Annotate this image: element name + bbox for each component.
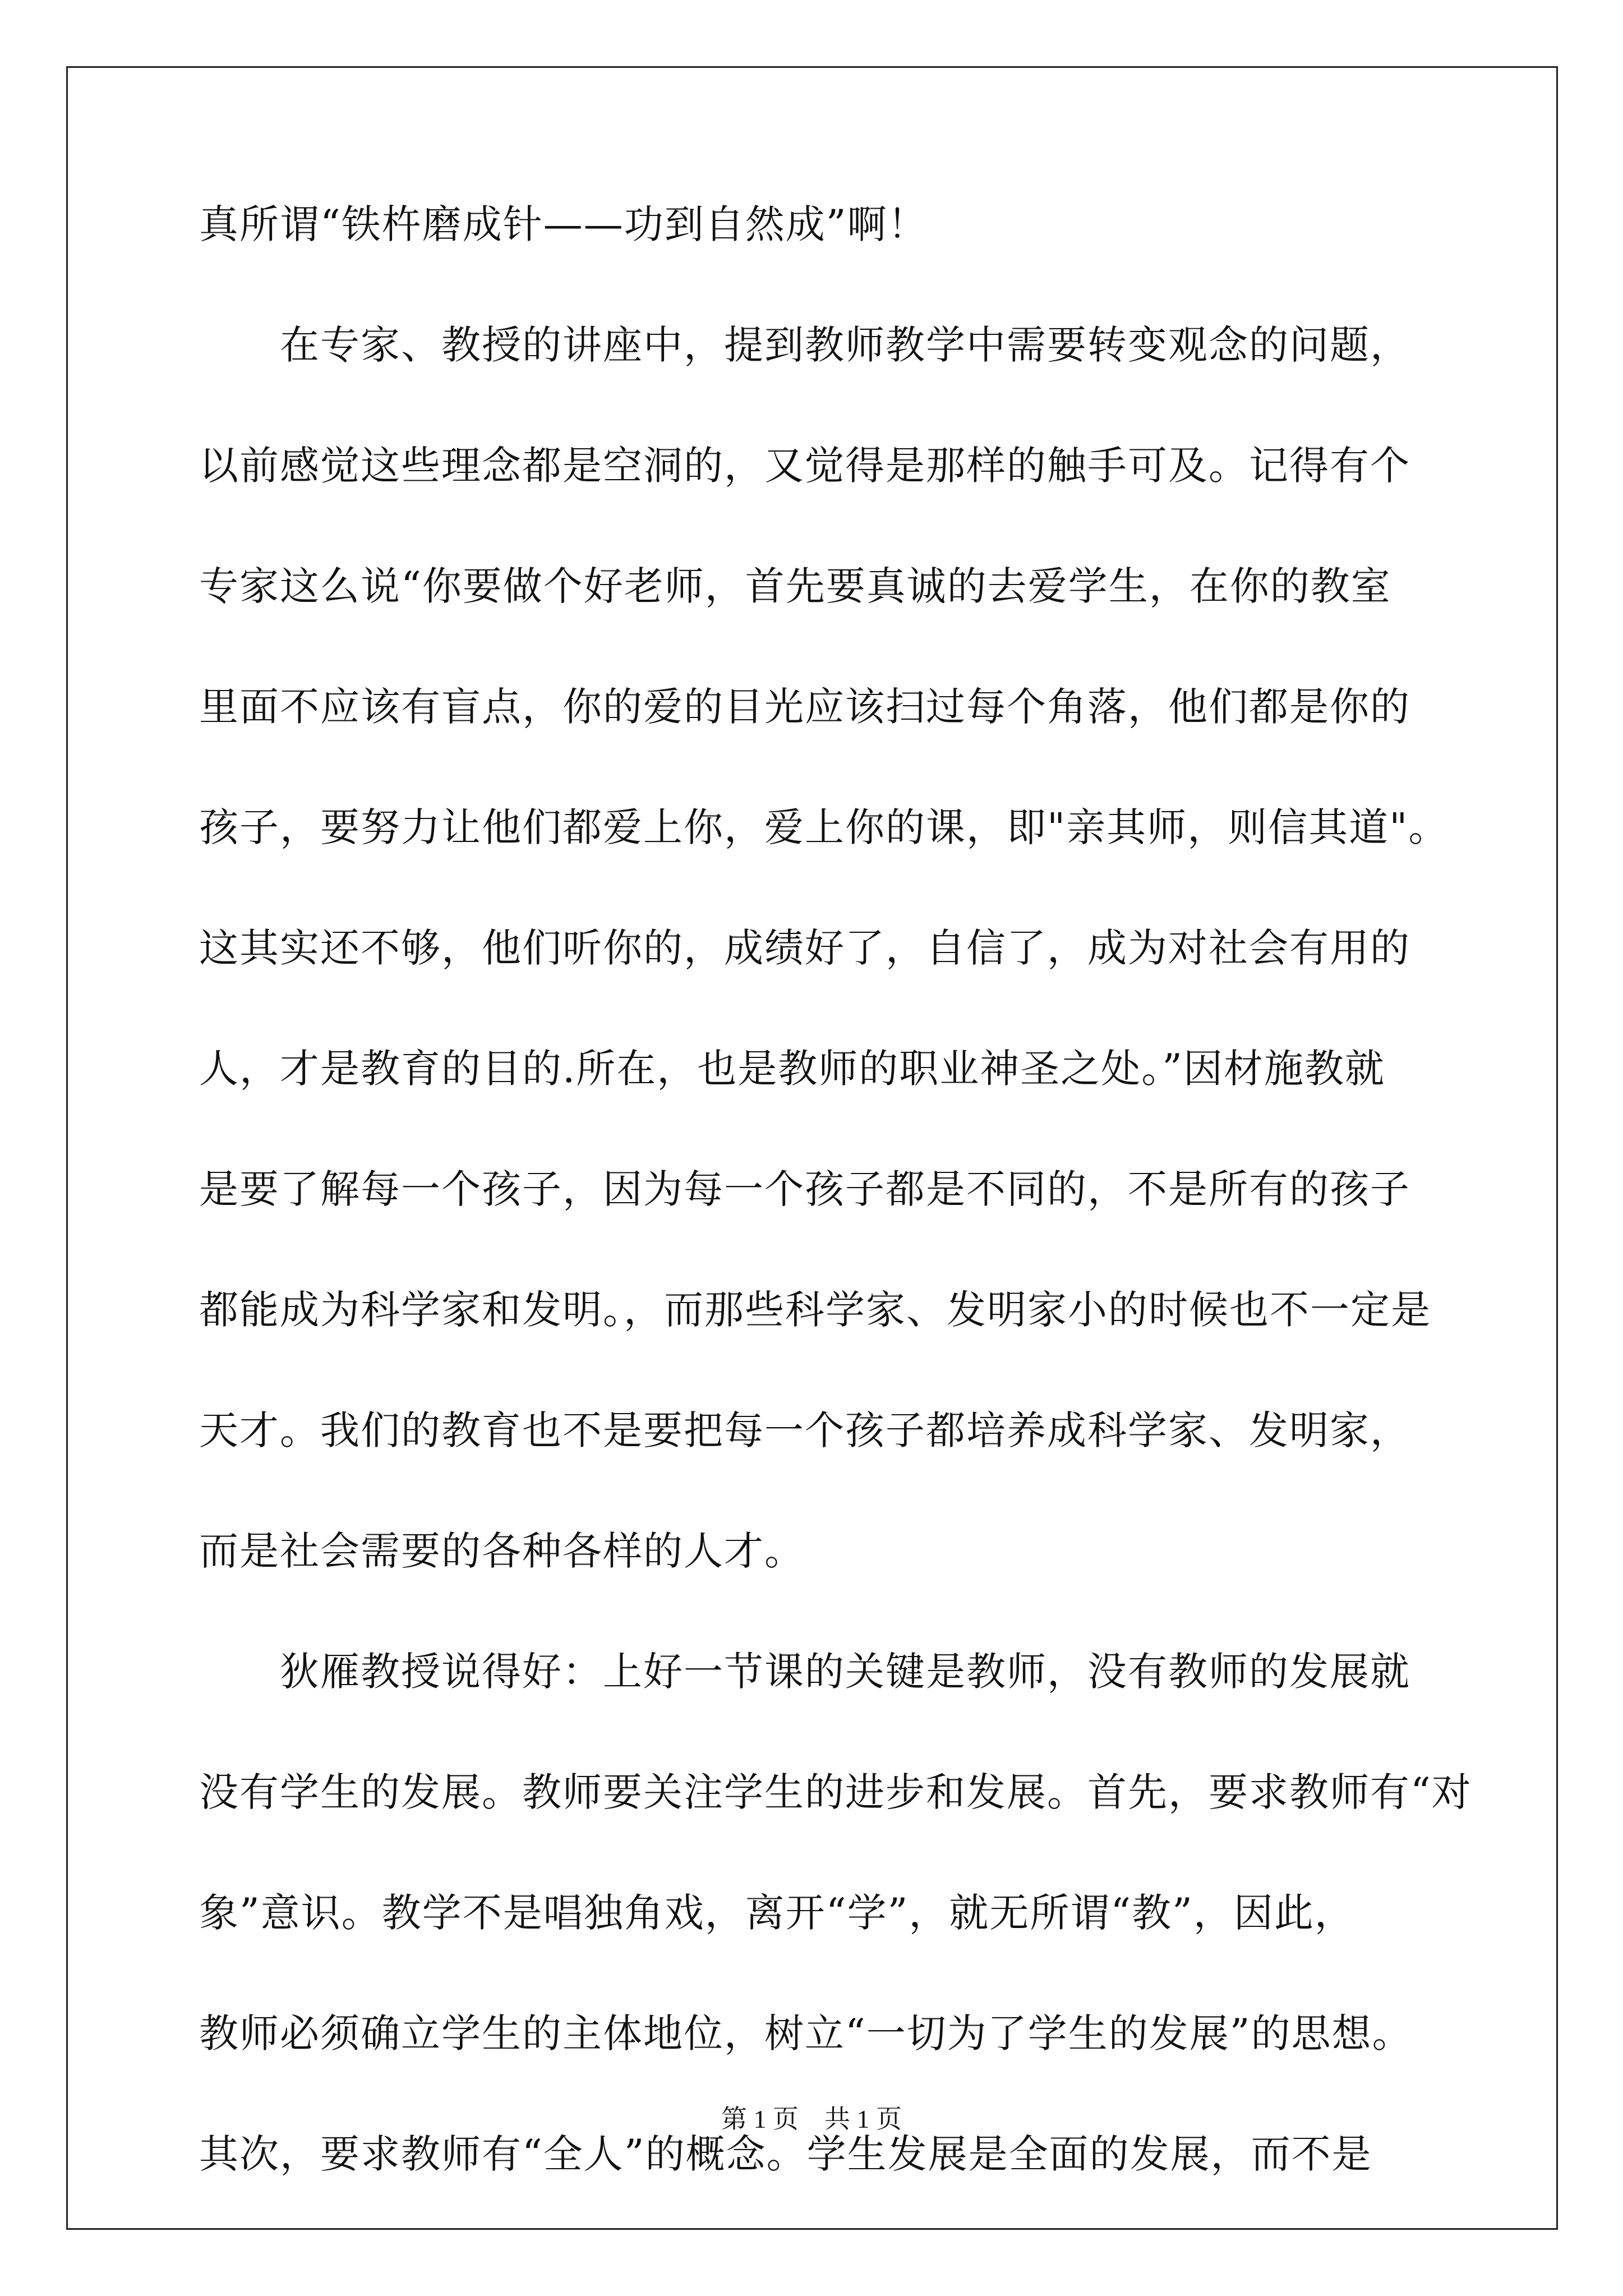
text-line-1: 真所谓“铁杵磨成针——功到自然成”啊！	[199, 201, 928, 247]
text-line-13: 狄雁教授说得好：上好一节课的关键是教师，没有教师的发展就	[199, 1649, 1410, 1695]
text-line-7: 这其实还不够，他们听你的，成绩好了，自信了，成为对社会有用的	[199, 925, 1410, 971]
text-line-17: 其次，要求教师有“全人”的概念。学生发展是全面的发展，而不是	[199, 2131, 1372, 2177]
text-line-4: 专家这么说“你要做个好老师，首先要真诚的去爱学生，在你的教室	[199, 563, 1391, 609]
text-line-5: 里面不应该有盲点，你的爱的目光应该扫过每个角落，他们都是你的	[199, 684, 1410, 730]
text-line-9: 是要了解每一个孩子，因为每一个孩子都是不同的，不是所有的孩子	[199, 1166, 1410, 1212]
text-line-8: 人，才是教育的目的.所在，也是教师的职业神圣之处。”因材施教就	[199, 1046, 1386, 1092]
text-line-11: 天才。我们的教育也不是要把每一个孩子都培养成科学家、发明家，	[199, 1407, 1410, 1453]
text-line-6: 孩子，要努力让他们都爱上你，爱上你的课，即"亲其师，则信其道"。	[199, 804, 1449, 850]
text-line-2: 在专家、教授的讲座中，提到教师教学中需要转变观念的问题，	[199, 322, 1410, 368]
text-line-16: 教师必须确立学生的主体地位，树立“一切为了学生的发展”的思想。	[199, 2010, 1413, 2056]
text-line-14: 没有学生的发展。教师要关注学生的进步和发展。首先，要求教师有“对	[199, 1769, 1472, 1815]
text-line-3: 以前感觉这些理念都是空洞的，又觉得是那样的触手可及。记得有个	[199, 443, 1410, 489]
text-line-10: 都能成为科学家和发明。，而那些科学家、发明家小的时候也不一定是	[199, 1287, 1431, 1333]
text-line-15: 象”意识。教学不是唱独角戏，离开“学”，就无所谓“教”，因此，	[199, 1890, 1355, 1936]
page-number-footer: 第 1 页 共 1 页	[721, 2105, 902, 2133]
text-line-12: 而是社会需要的各种各样的人才。	[199, 1528, 805, 1574]
